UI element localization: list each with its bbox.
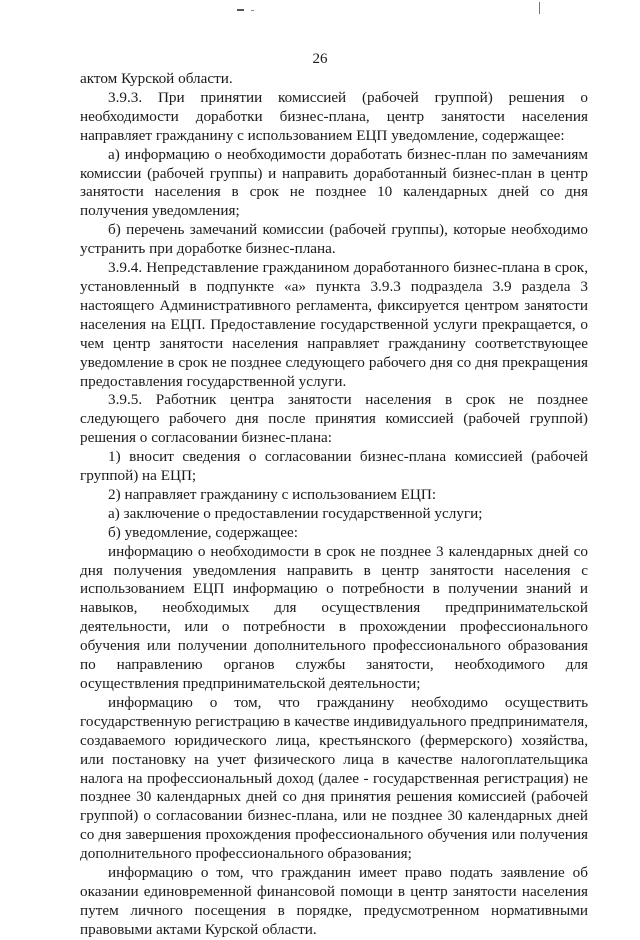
paragraph-3-9-3: 3.9.3. При принятии комиссией (рабочей группой) решения о необходимости доработки бизнес-плана, центр занятости населения направляет гражданину с использованием ЕЦП уведомление, содержащее: xyxy=(80,88,588,144)
paragraph-info-training: информацию о необходимости в срок не позднее 3 календарных дней со дня получения уведомления направить в центр занятости населения с использованием ЕЦП информацию о потребности в получении знаний и навыков, необходимых для осуществления предпринимательской деятельности, или о потребности в прохождении профессионального обучения или получении дополнительного профессионального образования по направлению органов службы занятости, необходимого для осуществления предпринимательской деятельности; xyxy=(80,542,588,692)
paragraph-3-9-5-2-b: б) уведомление, содержащее: xyxy=(108,523,298,541)
paragraph-info-registration: информацию о том, что гражданину необходимо осуществить государственную регистрацию в качестве индивидуального предпринимателя, создаваемого юридического лица, крестьянского (фермерского) хозяйства, или постановку на учет физического лица в качестве налогоплательщика налога на профессиональный доход (далее - государственная регистрация) не позднее 30 календарных дней со дня принятия решения комиссией (рабочей группой) о согласовании бизнес-плана, или не позднее 30 календарных дней со дня завершения прохождения профессионального обучения или получения дополнительного профессионального образования; xyxy=(80,693,588,863)
paragraph-continuation: актом Курской области. xyxy=(80,70,233,87)
paragraph-3-9-5: 3.9.5. Работник центра занятости населения в срок не позднее следующего рабочего дня после принятия комиссией (рабочей группой) решения о согласовании бизнес-плана: xyxy=(80,391,588,447)
document-body xyxy=(80,70,588,940)
paragraph-info-financial-aid: информацию о том, что гражданин имеет право подать заявление об оказании единовременной финансовой помощи в центр занятости населения путем личного посещения в порядке, предусмотренном нормативными правовыми актами Курской области. xyxy=(80,864,588,938)
scan-artifact-dash xyxy=(237,9,244,11)
paragraph-3-9-5-2: 2) направляет гражданину с использованием ЕЦП: xyxy=(108,485,437,503)
paragraph-3-9-4: 3.9.4. Непредставление гражданином доработанного бизнес-плана в срок, установленный в подпункте «а» пункта 3.9.3 подраздела 3.9 раздела 3 настоящего Административного регламента, фиксируется центром занятости населения на ЕЦП. Предоставление государственной услуги прекращается, о чем центр занятости населения направляет гражданину соответствующее уведомление в срок не позднее следующего рабочего дня со дня прекращения предоставления государственной услуги. xyxy=(80,259,588,390)
page-number: 26 xyxy=(312,51,328,67)
paragraph-3-9-3-a: а) информацию о необходимости доработать бизнес-план по замечаниям комиссии (рабочей группы) и направить доработанный бизнес-план в центр занятости населения в срок не позднее 10 календарных дней со дня получения уведомления; xyxy=(80,145,588,220)
paragraph-3-9-5-1: 1) вносит сведения о согласовании бизнес-плана комиссией (рабочей группой) на ЕЦП; xyxy=(80,448,588,485)
scan-artifact-dot xyxy=(251,10,254,11)
scan-artifact-bar xyxy=(539,2,540,14)
paragraph-3-9-5-2-a: а) заключение о предоставлении государственной услуги; xyxy=(108,504,483,522)
paragraph-3-9-3-b: б) перечень замечаний комиссии (рабочей группы), которые необходимо устранить при доработке бизнес-плана. xyxy=(80,221,588,258)
